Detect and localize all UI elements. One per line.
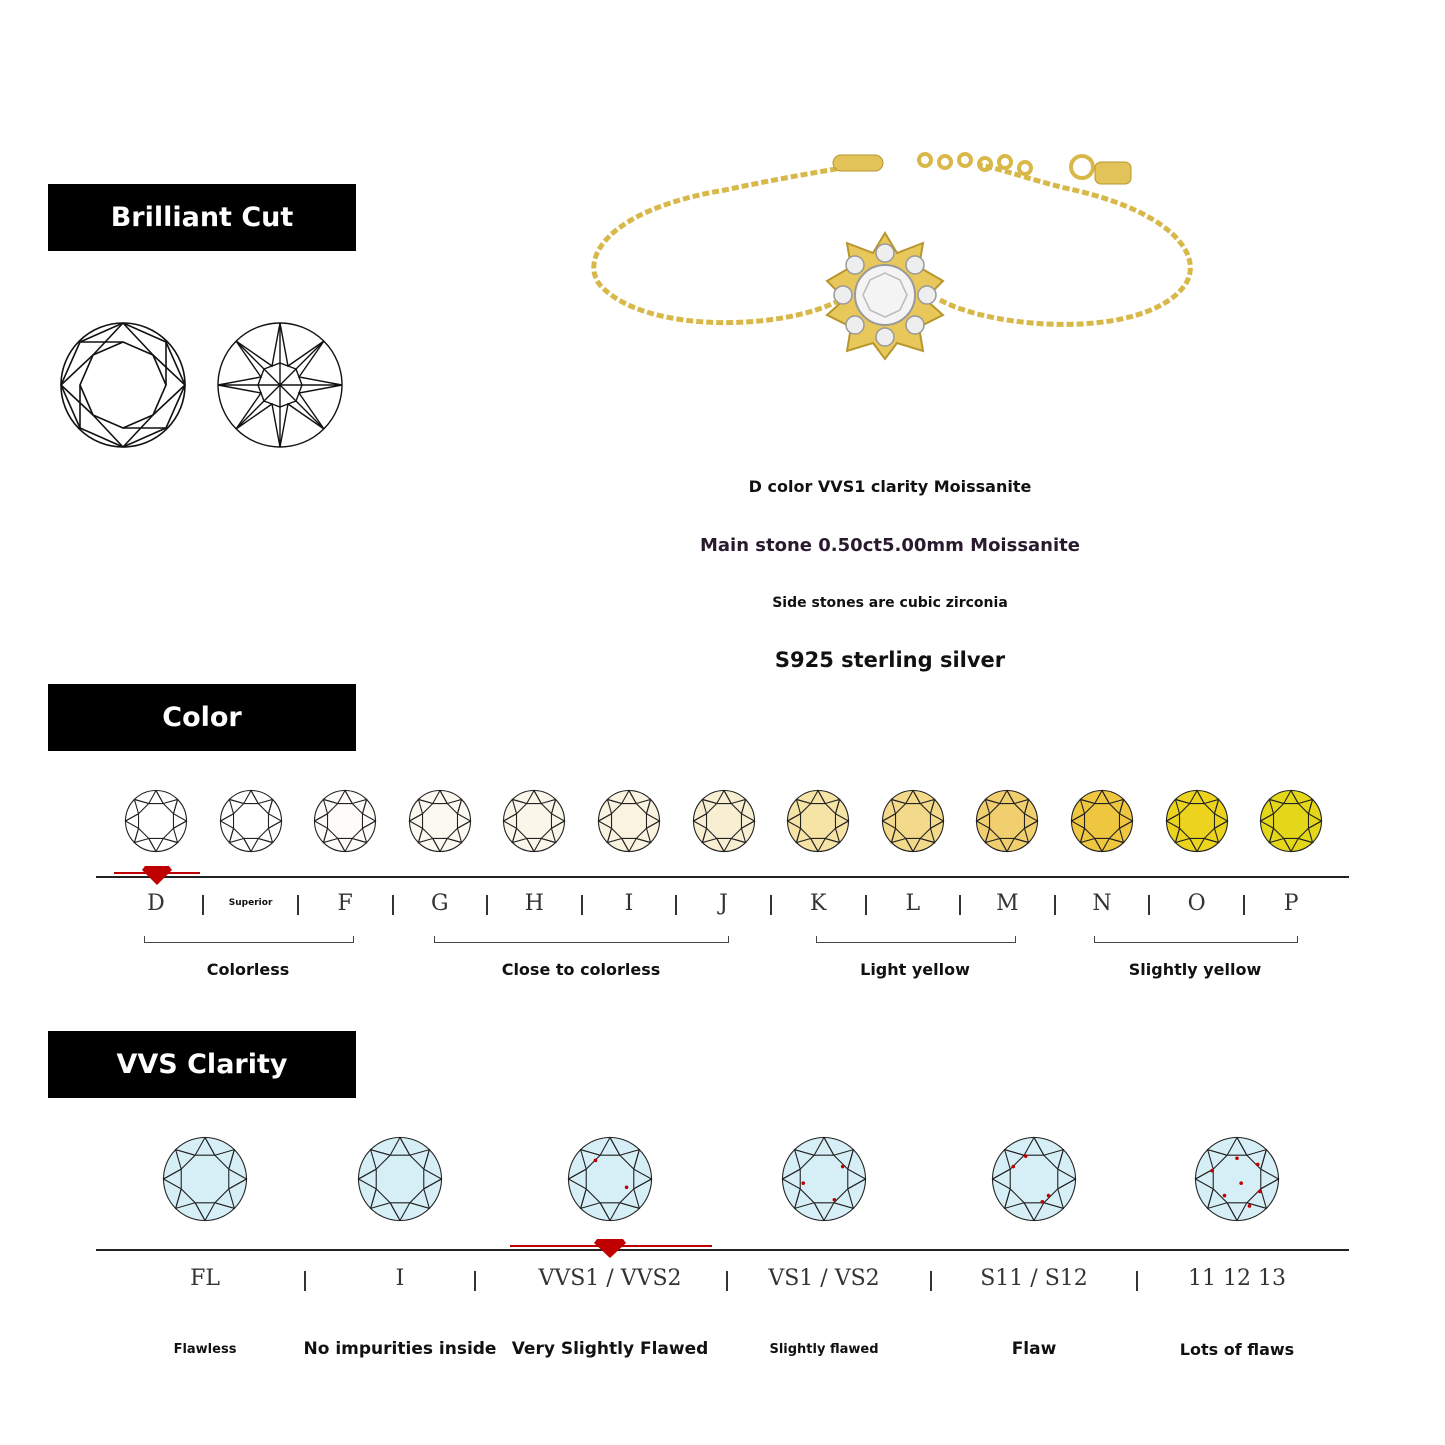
section-banner-brilliant-cut <box>48 184 356 251</box>
group-bracket-close-to-colorless <box>434 936 729 943</box>
spec-main-stone: Main stone 0.50ct5.00mm Moissanite <box>700 535 1080 556</box>
color-grade-separator <box>959 895 961 915</box>
clarity-grade-separator <box>304 1271 306 1291</box>
section-banner-color <box>48 684 356 751</box>
color-grade-separator <box>486 895 488 915</box>
color-gem-1 <box>219 789 283 857</box>
color-grade-separator <box>675 895 677 915</box>
color-grade-label: M <box>996 891 1019 916</box>
clarity-grade-separator <box>930 1271 932 1291</box>
clarity-grade-label: I <box>395 1266 405 1291</box>
clarity-grade-separator <box>474 1271 476 1291</box>
color-grade-label: I <box>624 891 634 916</box>
clarity-grade-label: VVS1 / VVS2 <box>538 1266 682 1291</box>
group-label-close-to-colorless: Close to colorless <box>501 960 661 979</box>
spec-metal: S925 sterling silver <box>774 648 1006 672</box>
color-grade-separator <box>1243 895 1245 915</box>
color-grade-separator <box>297 895 299 915</box>
color-gem-8 <box>881 789 945 857</box>
color-scale-rule <box>96 876 1349 878</box>
group-label-slightly-yellow: Slightly yellow <box>1128 960 1262 979</box>
color-grade-separator <box>581 895 583 915</box>
group-bracket-slightly-yellow <box>1094 936 1298 943</box>
clarity-selected-marker-icon <box>594 1237 626 1259</box>
color-grade-label: K <box>809 891 827 916</box>
color-gem-10 <box>1070 789 1134 857</box>
clarity-gem-0 <box>162 1136 248 1226</box>
color-grade-label: G <box>431 891 449 916</box>
color-grade-separator <box>770 895 772 915</box>
color-grade-label: L <box>905 891 921 916</box>
clarity-gem-2 <box>567 1136 653 1226</box>
spec-color-clarity: D color VVS1 clarity Moissanite <box>748 477 1032 496</box>
group-label-colorless: Colorless <box>206 960 290 979</box>
clarity-grade-label: FL <box>190 1266 220 1291</box>
clarity-description-label: Slightly flawed <box>769 1342 879 1357</box>
spec-side-stones: Side stones are cubic zirconia <box>772 595 1008 611</box>
color-gem-4 <box>502 789 566 857</box>
color-gem-5 <box>597 789 661 857</box>
clarity-description-label: Flaw <box>1011 1339 1057 1359</box>
section-title: Brilliant Cut <box>110 202 294 233</box>
clarity-description-label: No impurities inside <box>303 1339 497 1359</box>
section-title: VVS Clarity <box>116 1049 288 1080</box>
color-grade-label: H <box>524 891 544 916</box>
color-grade-label: J <box>719 891 729 916</box>
clarity-grade-label: 11 12 13 <box>1188 1266 1286 1291</box>
section-title: Color <box>162 702 242 733</box>
section-banner-clarity <box>48 1031 356 1098</box>
color-grade-separator <box>865 895 867 915</box>
color-grade-label: D <box>147 891 165 916</box>
clarity-description-label: Flawless <box>173 1342 237 1357</box>
bracelet-product-image <box>585 150 1195 410</box>
group-bracket-colorless <box>144 936 354 943</box>
group-bracket-light-yellow <box>816 936 1016 943</box>
clarity-description-label: Very Slightly Flawed <box>511 1339 709 1359</box>
clarity-grade-label: VS1 / VS2 <box>768 1266 880 1291</box>
color-gem-12 <box>1259 789 1323 857</box>
color-grade-separator <box>1148 895 1150 915</box>
color-gem-0 <box>124 789 188 857</box>
clarity-grade-separator <box>1136 1271 1138 1291</box>
clarity-grade-label: S11 / S12 <box>980 1266 1088 1291</box>
color-grade-label: N <box>1092 891 1112 916</box>
color-gem-6 <box>692 789 756 857</box>
color-grade-label: O <box>1187 891 1206 916</box>
color-gem-7 <box>786 789 850 857</box>
clarity-gem-3 <box>781 1136 867 1226</box>
clarity-description-label: Lots of flaws <box>1179 1340 1295 1359</box>
clarity-scale-rule <box>96 1249 1349 1251</box>
brilliant-cut-pavilion-view-icon <box>215 320 345 450</box>
clarity-gem-4 <box>991 1136 1077 1226</box>
color-gem-3 <box>408 789 472 857</box>
clarity-gem-5 <box>1194 1136 1280 1226</box>
color-grade-separator <box>202 895 204 915</box>
color-gem-11 <box>1165 789 1229 857</box>
color-gem-2 <box>313 789 377 857</box>
color-grade-separator <box>1054 895 1056 915</box>
color-grade-label: F <box>337 891 353 916</box>
color-grade-separator <box>392 895 394 915</box>
group-label-light-yellow: Light yellow <box>860 960 970 979</box>
color-grade-label: P <box>1283 891 1299 916</box>
brilliant-cut-top-view-icon <box>58 320 188 450</box>
clarity-gem-1 <box>357 1136 443 1226</box>
color-gem-9 <box>975 789 1039 857</box>
clarity-grade-separator <box>726 1271 728 1291</box>
color-grade-label: Superior <box>228 898 273 908</box>
color-selected-marker-icon <box>142 864 172 886</box>
